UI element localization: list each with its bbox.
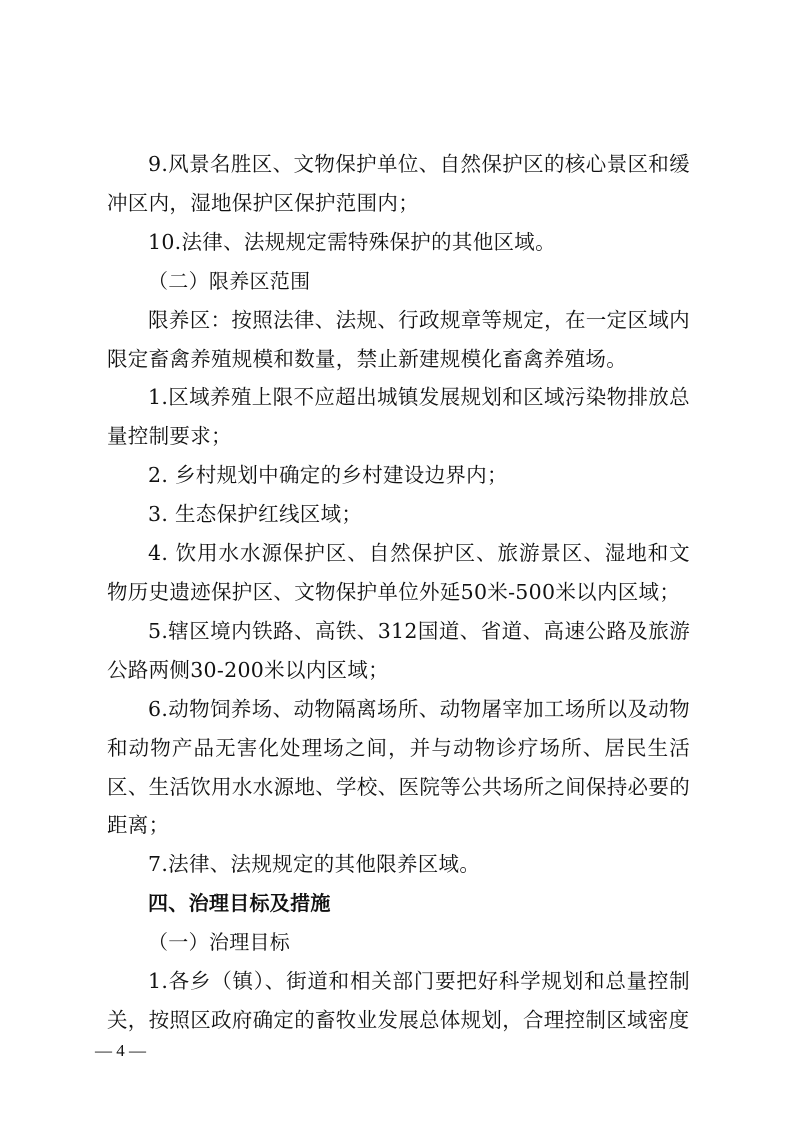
section-subheading-restricted-zone: （二）限养区范围 [148, 268, 311, 293]
paragraph-restricted-zone-definition: 限养区：按照法律、法规、行政规章等规定，在一定区域内限定畜禽养殖规模和数量，禁止新建规模化畜禽养殖场。 [107, 307, 690, 371]
paragraph-restricted-item-6: 6.动物饲养场、动物隔离场所、动物屠宰加工场所以及动物和动物产品无害化处理场之间，并与动物诊疗场所、居民生活区、生活饮用水水源地、学校、医院等公共场所之间保持必要的距离； [107, 696, 690, 838]
section-subheading-goals: （一）治理目标 [148, 930, 291, 955]
paragraph-restricted-item-5: 5.辖区境内铁路、高铁、312国道、省道、高速公路及旅游公路两侧30-200米以内区域； [107, 618, 690, 682]
paragraph-item-10: 10.法律、法规规定需特殊保护的其他区域。 [148, 229, 556, 254]
page-number: — 4 — [95, 1041, 146, 1060]
paragraph-restricted-item-1: 1.区域养殖上限不应超出城镇发展规划和区域污染物排放总量控制要求； [107, 385, 690, 449]
paragraph-goal-item-1: 1.各乡（镇）、街道和相关部门要把好科学规划和总量控制关，按照区政府确定的畜牧业发展总体规划，合理控制区域密度 [107, 969, 690, 1032]
paragraph-item-9: 9.风景名胜区、文物保护单位、自然保护区的核心景区和缓冲区内，湿地保护区保护范围内； [107, 152, 690, 215]
section-heading-goals-measures: 四、治理目标及措施 [148, 891, 331, 916]
paragraph-restricted-item-2: 2. 乡村规划中确定的乡村建设边界内； [148, 463, 508, 488]
document-body [107, 145, 690, 1040]
paragraph-restricted-item-4: 4. 饮用水水源保护区、自然保护区、旅游景区、湿地和文物历史遗迹保护区、文物保护单位外延50米-500米以内区域； [107, 541, 690, 604]
paragraph-restricted-item-3: 3. 生态保护红线区域； [148, 502, 363, 527]
paragraph-restricted-item-7: 7.法律、法规规定的其他限养区域。 [148, 852, 481, 877]
